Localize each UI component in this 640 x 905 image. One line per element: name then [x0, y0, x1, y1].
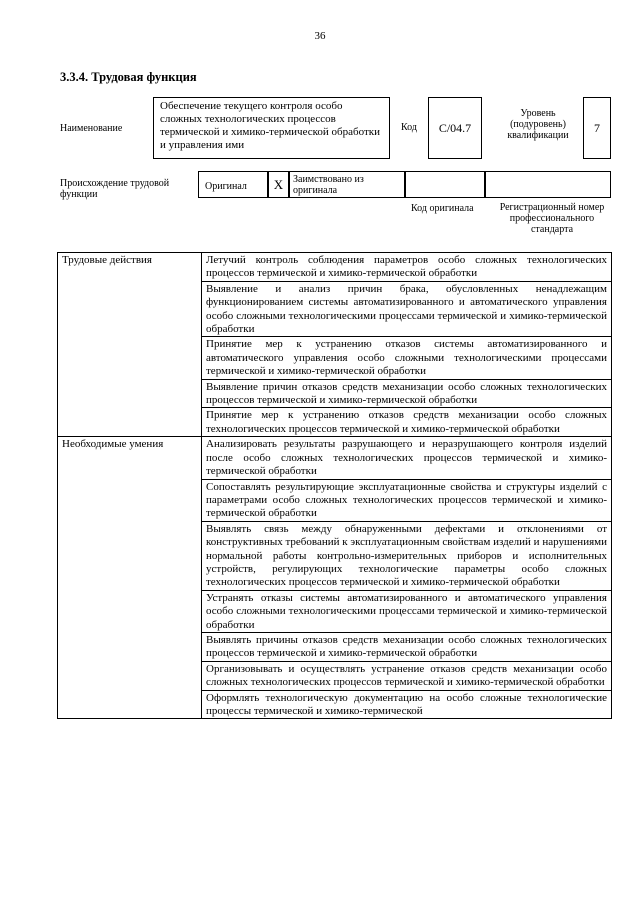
category-cell: Необходимые умения: [58, 437, 202, 719]
code-label: Код: [401, 122, 417, 133]
original-cell: Оригинал: [198, 171, 268, 198]
category-cell: Трудовые действия: [58, 253, 202, 437]
function-name-box: Обеспечение текущего контроля особо сложных технологических процессов термической и химико-термической обработки и управления ими: [153, 97, 390, 159]
original-code-label: Код оригинала: [411, 203, 474, 214]
section-title: 3.3.4. Трудовая функция: [60, 70, 197, 84]
labor-function-table: [57, 252, 612, 719]
reg-number-label: Регистрационный номер профессионального стандарта: [499, 202, 605, 235]
table-cell: Выявлять связь между обнаруженными дефектами и отклонениями от конструктивных требований к эксплуатационным свойствам изделий и нарушениями нормальной работы контрольно-измерительных приборов и исполнительных устройств, регулирующих технологические параметры особо сложных технологических процессов термической и химико-термической обработки: [202, 521, 612, 590]
table-cell: Анализировать результаты разрушающего и неразрушающего контроля изделий после особо сложных технологических процессов термической и химико-термической обработки: [202, 437, 612, 479]
name-label: Наименование: [60, 123, 123, 134]
table-cell: Оформлять технологическую документацию на особо сложные технологические процессы термической и химико-термической: [202, 690, 612, 719]
original-code-cell: [405, 171, 485, 198]
table-cell: Сопоставлять результирующие эксплуатационные свойства и структуры изделий с параметрами особо сложных технологических процессов термической и химико-термической обработки: [202, 479, 612, 521]
origin-label: Происхождение трудовой функции: [60, 178, 170, 200]
code-value-box: С/04.7: [428, 97, 482, 159]
table-cell: Принятие мер к устранению отказов системы автоматизированного и автоматического управления особо сложными технологическими процессами термической и химико-термической обработки: [202, 337, 612, 379]
table-cell: Летучий контроль соблюдения параметров особо сложных технологических процессов термической и химико-термической обработки: [202, 253, 612, 282]
origin-row: [198, 171, 611, 198]
table-cell: Выявлять причины отказов средств механизации особо сложных технологических процессов термической и химико-термической обработки: [202, 632, 612, 661]
level-value-box: 7: [583, 97, 611, 159]
borrowed-cell: Заимствовано из оригинала: [289, 171, 405, 198]
reg-number-cell: [485, 171, 611, 198]
table-row: [58, 253, 612, 282]
page-number: 36: [314, 30, 326, 42]
table-cell: Устранять отказы системы автоматизированного и автоматического управления особо сложными технологическими процессами термической и химико-термической обработки: [202, 590, 612, 632]
table-cell: Организовывать и осуществлять устранение отказов средств механизации особо сложных технологических процессов термической и химико-термической обработки: [202, 661, 612, 690]
level-label: Уровень (подуровень) квалификации: [507, 108, 569, 141]
table-cell: Принятие мер к устранению отказов средств механизации особо сложных технологических процессов термической и химико-термической обработки: [202, 408, 612, 437]
original-mark: X: [268, 171, 289, 198]
table-row: [58, 437, 612, 479]
table-cell: Выявление причин отказов средств механизации особо сложных технологических процессов термической и химико-термической обработки: [202, 379, 612, 408]
table-cell: Выявление и анализ причин брака, обусловленных ненадлежащим функционированием системы автоматизированного и автоматического управления особо сложными технологическими процессами термической и химико-термической обработки: [202, 281, 612, 337]
